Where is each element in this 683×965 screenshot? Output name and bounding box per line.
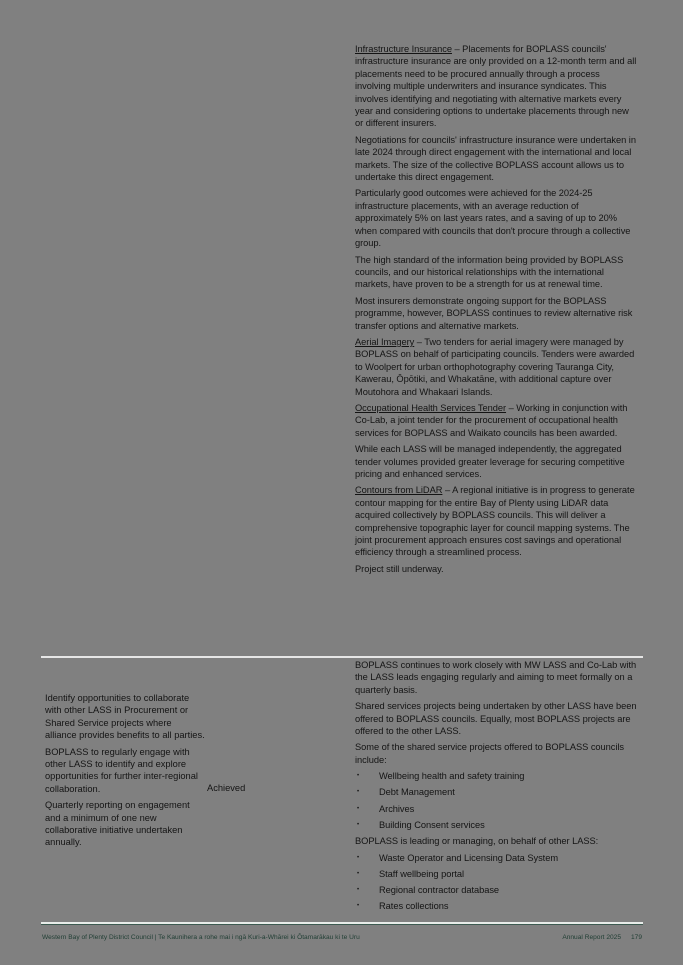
status-badge: Achieved bbox=[207, 783, 246, 793]
outcomes-paragraph: Particularly good outcomes were achieved for the 2024-25 infrastructure placements, with an average reduction of approximately 5% on last years rates, and a saving of up to 20% when compared with councils that don't procure through a collective group. bbox=[355, 188, 631, 249]
insurers-support-paragraph: Most insurers demonstrate ongoing support for the BOPLASS programme, however, BOPLASS continues to review alternative risk transfer options and alternative markets. bbox=[355, 295, 633, 331]
objective-target: Quarterly reporting on engagement and a minimum of one new collaborative initiative undertaken annually. bbox=[45, 800, 190, 848]
aerial-imagery-paragraph: Aerial Imagery – Two tenders for aerial imagery were managed by BOPLASS on behalf of participating councils. Tenders were awarded to Woolpert for urban orthophotography covering Tauranga City, Kawerau, Ōpōtiki, and Whakatāne, with additional capture over Moutohora and Whakaari Islands. bbox=[355, 336, 635, 397]
footer-divider bbox=[41, 922, 643, 925]
list-item: • Archives bbox=[355, 803, 637, 815]
list-item: • Staff wellbeing portal bbox=[355, 868, 637, 880]
occupational-followup-paragraph: While each LASS will be managed independently, the aggregated tender volumes provided greater leverage for securing competitive pricing and enhanced services. bbox=[355, 444, 625, 479]
leading-projects-intro: BOPLASS is leading or managing, on behalf of other LASS: bbox=[355, 836, 599, 847]
footer-org-name: Western Bay of Plenty District Council | Te Kaunihera a rohe mai i ngā Kuri-a-Whārei ki Ōtamarākau ki te Uru bbox=[42, 934, 360, 941]
offered-projects-intro: Some of the shared service projects offered to BOPLASS councils include: bbox=[355, 742, 625, 765]
list-item: • Wellbeing health and safety training bbox=[355, 770, 637, 782]
page-number: 179 bbox=[630, 934, 642, 941]
lidar-paragraph: Contours from LiDAR – A regional initiative is in progress to generate contour mapping for the entire Bay of Plenty using LiDAR data acquired collectively by BOPLASS councils. This will deliver a comprehensive topographic layer for council mapping systems. The joint procurement approach ensures cost savings and operational efficiency through a streamlined process. bbox=[355, 485, 635, 558]
list-item: • Waste Operator and Licensing Data System bbox=[355, 852, 637, 864]
table-row-divider bbox=[41, 656, 643, 658]
commentary-top bbox=[355, 43, 637, 579]
objective-cell bbox=[45, 692, 205, 853]
lass-engagement-paragraph: BOPLASS continues to work closely with MW LASS and Co-Lab with the LASS leads engaging regularly and aiming to meet formally on a quarterly basis. bbox=[355, 660, 637, 695]
list-item: • Rates collections bbox=[355, 900, 637, 912]
information-standard-paragraph: The high standard of the information being provided by BOPLASS councils, and our historical relationships with the international markets, have proven to be a strength for us at renewal time. bbox=[355, 254, 624, 290]
list-item: • Building Consent services bbox=[355, 819, 637, 831]
objective-measure: BOPLASS to regularly engage with other LASS to identify and explore opportunities for further inter-regional collaboration. bbox=[45, 746, 198, 794]
infrastructure-insurance-paragraph: Infrastructure Insurance – Placements for BOPLASS councils' infrastructure insurance are only provided on a 12-month term and all placements need to be procured annually through a process involving multiple underwriters and insurance syndicates. This involves identifying and negotiating with alternative markets every year and considering options to undertake placements through new or different insurers. bbox=[355, 44, 637, 129]
list-item: • Regional contractor database bbox=[355, 884, 637, 896]
lidar-heading: Contours from LiDAR bbox=[355, 485, 443, 496]
occupational-health-heading: Occupational Health Services Tender bbox=[355, 402, 507, 413]
negotiations-paragraph: Negotiations for councils' infrastructure insurance were undertaken in late 2024 through direct engagement with the international and local markets. The size of the collective BOPLASS account allows us to undertake this direct engagement. bbox=[355, 134, 636, 183]
leading-projects-list bbox=[355, 852, 637, 913]
list-item: • Debt Management bbox=[355, 786, 637, 798]
infrastructure-insurance-heading: Infrastructure Insurance bbox=[355, 44, 452, 54]
objective-text: Identify opportunities to collaborate with other LASS in Procurement or Shared Service projects where alliance provides benefits to all parties. bbox=[45, 693, 205, 741]
offered-projects-list bbox=[355, 770, 637, 831]
footer-report-title: Annual Report 2025 bbox=[562, 934, 621, 941]
aerial-imagery-heading: Aerial Imagery bbox=[355, 336, 415, 347]
footer-report-info bbox=[562, 934, 642, 941]
lidar-status: Project still underway. bbox=[355, 563, 444, 574]
shared-services-paragraph: Shared services projects being undertaken by other LASS have been offered to BOPLASS councils. Equally, most BOPLASS projects are offered to the other LASS. bbox=[355, 701, 637, 737]
occupational-health-paragraph: Occupational Health Services Tender – Working in conjunction with Co-Lab, a joint tender for the procurement of occupational health services for BOPLASS and Waikato councils has been awarded. bbox=[355, 402, 628, 438]
commentary-bottom bbox=[355, 659, 637, 917]
